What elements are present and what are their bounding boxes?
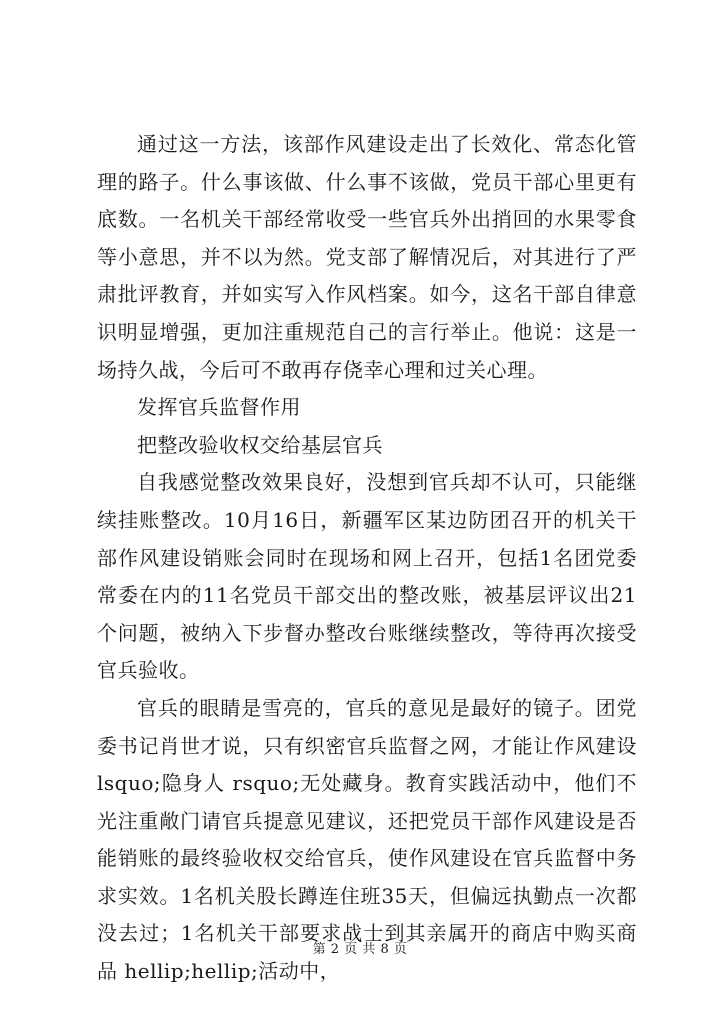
paragraph-method-result: 通过这一方法，该部作风建设走出了长效化、常态化管理的路子。什么事该做、什么事不该做，党员干部心里更有底数。一名机关干部经常收受一些官兵外出捎回的水果零食等小意思，并不以为然。党支部了解情况后，对其进行了严肃批评教育，并如实写入作风档案。如今，这名干部自律意识明显增强，更加注重规范自己的言行举止。他说：这是一场持久战，今后可不敢再存侥幸心理和过关心理。 — [97, 132, 637, 382]
page-footer: 第 2 页 共 8 页 — [312, 942, 408, 957]
section-subheading-acceptance: 把整改验收权交给基层官兵 — [137, 432, 383, 457]
paragraph-officer-supervision: 官兵的眼睛是雪亮的，官兵的意见是最好的镜子。团党委书记肖世才说，只有织密官兵监督之网，才能让作风建设 lsquo;隐身人 rsquo;无处藏身。教育实践活动中，他们不光注重敞门请官兵提意见建议，还把党员干部作风建设是否能销账的最终验收权交给官兵，使作风建设在官兵监督中务求实效。1名机关股长蹲连住班35天，但偏远执勤点一次都没去过；1名机关干部要求战士到其亲属开的商店中购买商品 hellip;hellip;活动中， — [97, 695, 637, 984]
paragraph-rectification-review: 自我感觉整改效果良好，没想到官兵却不认可，只能继续挂账整改。10月16日，新疆军区某边防团召开的机关干部作风建设销账会同时在现场和网上召开，包括1名团党委常委在内的11名党员干部交出的整改账，被基层评议出21个问题，被纳入下步督办整改台账继续整改，等待再次接受官兵验收。 — [97, 470, 637, 683]
section-heading-supervision: 发挥官兵监督作用 — [137, 395, 301, 420]
document-body — [97, 126, 637, 991]
